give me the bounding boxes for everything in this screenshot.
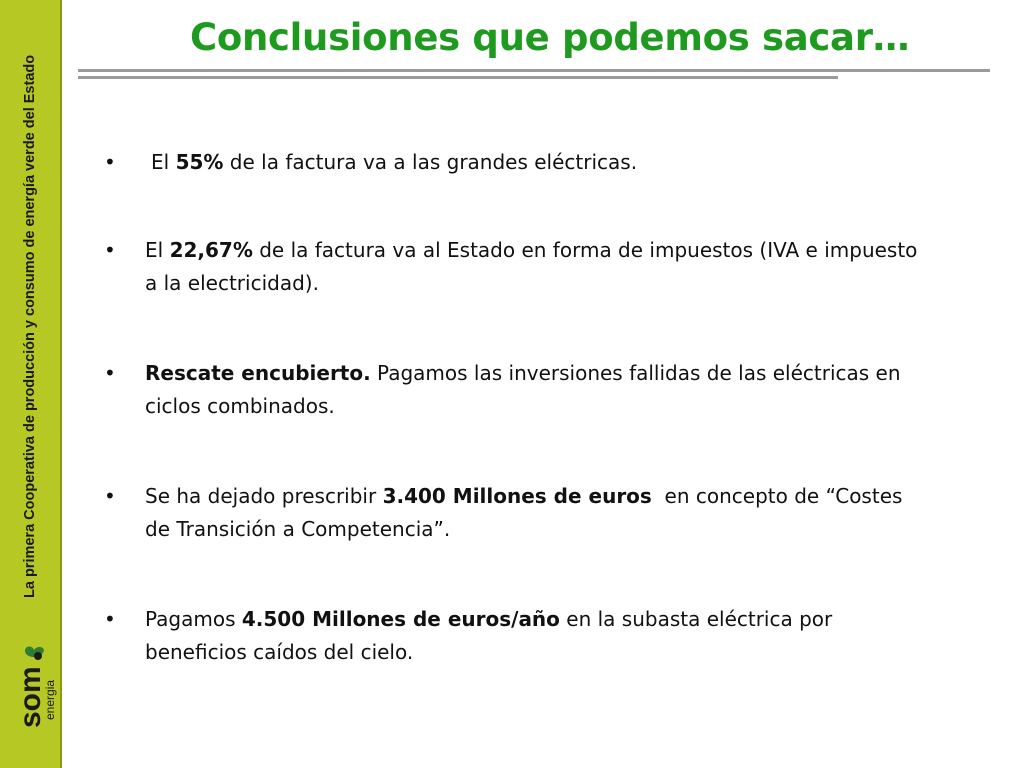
bullet-item: • El 22,67% de la factura va al Estado en forma de impuestos (IVA e impuesto a la electricidad). xyxy=(100,234,920,300)
title-divider-bottom xyxy=(78,76,838,79)
bullet-item: • El 55% de la factura va a las grandes eléctricas. xyxy=(100,146,920,179)
bullet-item: • Rescate encubierto. Pagamos las inversiones fallidas de las eléctricas en ciclos combinados. xyxy=(100,357,920,423)
bullet-item: • Pagamos 4.500 Millones de euros/año en la subasta eléctrica por beneficios caídos del cielo. xyxy=(100,603,920,669)
logo-subtext: energia xyxy=(43,679,57,720)
logo-text: som xyxy=(14,666,47,728)
bullet-item: • Se ha dejado prescribir 3.400 Millones de euros en concepto de “Costes de Transición a Competencia”. xyxy=(100,480,920,546)
bullet-list xyxy=(100,146,920,669)
slide-title: Conclusiones que podemos sacar… xyxy=(190,16,910,59)
som-energia-logo xyxy=(8,642,58,732)
title-divider-top xyxy=(78,69,990,72)
sidebar-edge xyxy=(60,0,62,768)
vertical-tagline: La primera Cooperativa de producción y consumo de energía verde del Estado xyxy=(22,54,38,598)
